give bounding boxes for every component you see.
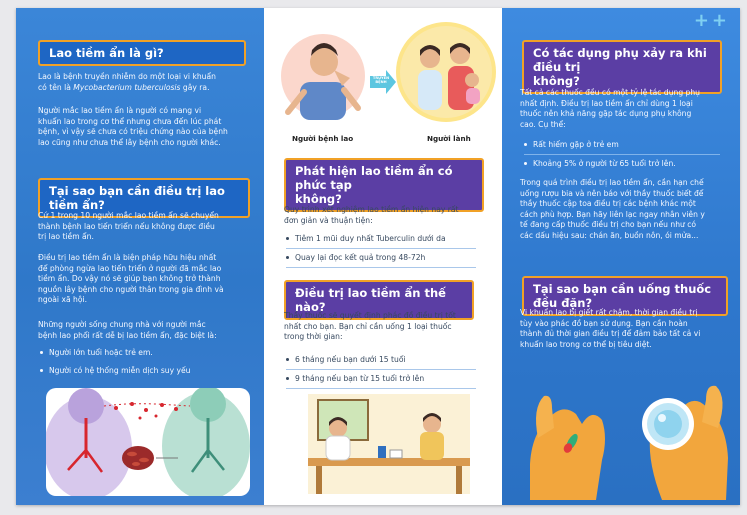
panel-left <box>16 8 264 505</box>
text-line: uống rượu bia và nên báo với thầy thuốc biết để <box>520 188 704 198</box>
heading-why-treat: Tại sao bạn cần điều trị lao tiềm ẩn? <box>38 178 250 218</box>
arrow-label: TRUYỀN BỆNH <box>372 76 390 84</box>
text-line: nguồn lây bệnh cho người thân trong gia đình và <box>38 284 224 294</box>
text-line: cao. Cụ thể: <box>520 119 566 129</box>
text-run: gây ra. <box>180 82 210 92</box>
paragraph-adherence <box>520 308 738 350</box>
text-line: nhất định. Điều trị lao tiềm ẩn chỉ dùng 1 loại <box>520 98 693 108</box>
text-line: Người mắc lao tiềm ẩn là người có mang vi <box>38 106 202 115</box>
bullet-text: Khoảng 5% ở người từ 65 tuổi trở lên. <box>533 159 676 168</box>
divider <box>286 369 476 370</box>
divider <box>286 248 476 249</box>
heading-line: Phát hiện lao tiềm ẩn có phức tạp <box>295 164 453 192</box>
bullet-text: Rất hiếm gặp ở trẻ em <box>533 140 619 149</box>
bullet-dot-icon <box>286 237 289 240</box>
text-line: thuốc nên khả năng gặp tác dụng phụ không <box>520 109 692 119</box>
bullet-dot-icon <box>286 377 289 380</box>
bullet-tuberculin <box>286 234 446 245</box>
bullet-weak-immunity <box>40 366 191 377</box>
text-line: Quy trình xét nghiệm lao tiềm ẩn hiện nay rất <box>284 205 459 214</box>
heading-line: Có tác dụng phụ xảy ra khi điều trị <box>533 46 707 74</box>
panel-middle <box>264 8 502 505</box>
text-line: đơn giản và thuận tiện: <box>284 215 373 225</box>
hands-pill-water-illustration <box>522 368 734 500</box>
text-line: cách phù hợp. Bạn hãy liên lạc ngay nhân viên y <box>520 209 705 219</box>
divider <box>286 267 476 268</box>
species-name: Mycobacterium tuberculosis <box>73 82 181 92</box>
text-line: trong thời gian: <box>284 332 343 342</box>
paragraph-test-procedure <box>284 205 498 226</box>
text-line: trị lao tiềm ẩn. <box>38 232 94 242</box>
doctor-consultation-illustration <box>308 394 470 494</box>
text-line: thành đủ thời gian điều trị để đảm bảo tất cả vi <box>520 329 701 339</box>
heading-treatment: Điều trị lao tiềm ẩn thế nào? <box>284 280 474 320</box>
text-line: bệnh, vì vậy sẽ chưa có triệu chứng nào của bệnh <box>38 127 228 137</box>
text-line: Tất cả các thuốc đều có một tỷ lệ tác dụng phụ <box>520 88 700 97</box>
text-line: các dấu hiệu sau: chán ăn, buồn nôn, ói mửa... <box>520 230 699 240</box>
bullet-dot-icon <box>40 351 43 354</box>
bullet-nine-months <box>286 374 424 385</box>
bullet-dot-icon <box>40 369 43 372</box>
caption-healthy-person: Người lành <box>427 134 471 143</box>
text-line: ngoài xã hội. <box>38 295 87 305</box>
heading-line: không? <box>533 74 580 88</box>
text-line: khuẩn lao trong cơ thể nhưng chưa đến lúc phát <box>38 116 222 126</box>
heading-what-is-latent-tb: Lao tiềm ẩn là gì? <box>38 40 246 66</box>
text-line: Vi khuẩn lao bị giết rất chậm, thời gian điều trị <box>520 308 698 317</box>
text-run: có tên là <box>38 82 74 92</box>
text-line: Những người sống chung nhà với người mắc <box>38 320 206 329</box>
text-line: tiềm ẩn. Do vậy nó sẽ giúp bạn không trở thành <box>38 274 221 284</box>
caption-sick-person: Người bệnh lao <box>292 134 354 143</box>
bullet-dot-icon <box>524 143 527 146</box>
bullet-text: Tiêm 1 mũi duy nhất Tuberculin dưới da <box>295 234 446 243</box>
bullet-rare-in-children <box>524 140 619 151</box>
heading-line: không? <box>295 192 342 206</box>
bullet-six-months <box>286 355 406 366</box>
bullet-five-percent <box>524 159 676 170</box>
paragraph-definition <box>38 72 258 93</box>
paragraph-treatment <box>284 311 498 343</box>
transmission-lungs-illustration <box>46 388 250 496</box>
text-line: lao cũng như chưa thể lây bệnh cho người khác. <box>38 137 221 147</box>
text-line <box>38 83 258 94</box>
bullet-text: 9 tháng nếu bạn từ 15 tuổi trở lên <box>295 374 425 383</box>
bullet-text: 6 tháng nếu bạn dưới 15 tuổi <box>295 355 406 364</box>
text-line: Thầy thuốc sẽ quyết định phác đồ điều trị tốt <box>284 311 456 320</box>
bullet-result-reading <box>286 253 425 264</box>
text-line: tùy vào phác đồ bạn sử dụng. Bạn cần hoàn <box>520 318 688 328</box>
bullet-dot-icon <box>286 256 289 259</box>
text-line: Cứ 1 trong 10 người mắc lao tiềm ẩn sẽ chuyển <box>38 211 219 220</box>
bullet-text: Quay lại đọc kết quả trong 48-72h <box>295 253 426 262</box>
healthy-family-illustration <box>396 18 496 130</box>
bullet-elderly-children <box>40 348 153 359</box>
plus-marks-decoration: ++ <box>693 10 730 31</box>
paragraph-latent-carrier <box>38 106 258 148</box>
paragraph-precautions <box>520 178 738 242</box>
brochure-sheet <box>16 8 740 505</box>
text-line: Trong quá trình điều trị lao tiềm ẩn, cần hạn chế <box>520 178 704 187</box>
heading-detection <box>284 158 484 212</box>
bullet-text: Người có hệ thống miễn dịch suy yếu <box>49 366 191 375</box>
divider <box>524 154 720 155</box>
sick-person-illustration <box>278 26 368 130</box>
text-line: thành bệnh lao tiến triển nếu không được điều <box>38 221 215 231</box>
bullet-dot-icon <box>286 358 289 361</box>
text-line: khuẩn lao trong cơ thể bị tiêu diệt. <box>520 339 652 349</box>
paragraph-prevention <box>38 253 260 306</box>
text-line: Lao là bệnh truyền nhiễm do một loại vi khuẩn <box>38 72 216 81</box>
panel-right <box>502 8 740 505</box>
divider <box>286 388 476 389</box>
bullet-text: Người lớn tuổi hoặc trẻ em. <box>49 348 153 357</box>
paragraph-household <box>38 320 260 341</box>
text-line: nhất cho bạn. Bạn chỉ cần uống 1 loại thuốc <box>284 321 452 331</box>
heading-regular-medication: Tại sao bạn cần uống thuốc đều đặn? <box>522 276 728 316</box>
text-line: tế đang cấp thuốc điều trị cho bạn nếu như có <box>520 220 697 230</box>
paragraph-side-effect-rate <box>520 88 736 130</box>
text-line: để phòng ngừa lao tiến triển ở người đã mắc lao <box>38 263 222 273</box>
text-line: thầy thuốc cập toa điều trị các bệnh khác một <box>520 199 696 209</box>
paragraph-one-in-ten <box>38 211 260 243</box>
text-line: Điều trị lao tiềm ẩn là biện pháp hữu hiệu nhất <box>38 253 217 262</box>
bullet-dot-icon <box>524 162 527 165</box>
text-line: bệnh lao phổi rất dễ bị lao tiềm ẩn, đặc biệt là: <box>38 330 217 340</box>
heading-side-effects <box>522 40 722 94</box>
